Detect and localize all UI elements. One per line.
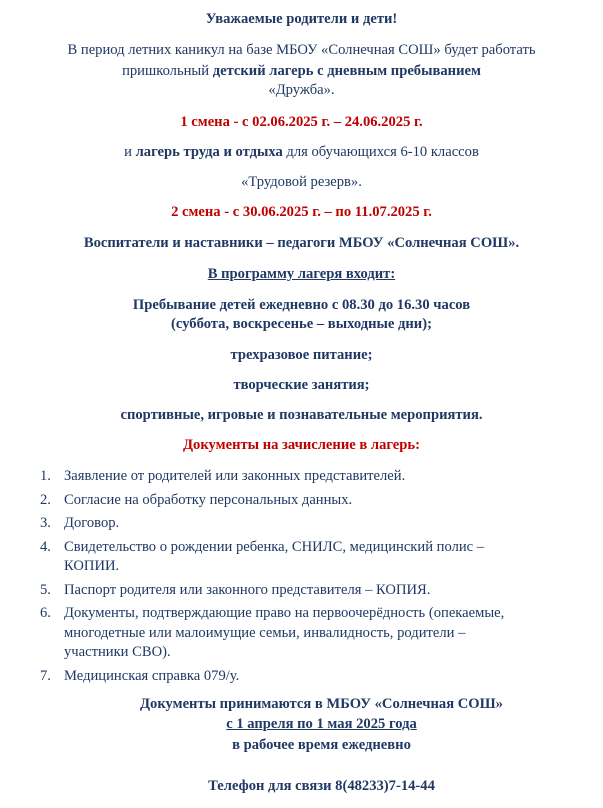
shift-2-dates: 2 смена - с 30.06.2025 г. – по 11.07.2025 г. bbox=[171, 204, 432, 220]
document-item-text: Договор. bbox=[64, 515, 120, 531]
program-stay-line-1: Пребывание детей ежедневно с 08.30 до 16.30 часов bbox=[132, 297, 471, 313]
document-item-text: Согласие на обработку персональных данных. bbox=[64, 491, 353, 508]
document-item-text: участники СВО). bbox=[64, 644, 171, 660]
acceptance-dates: с 1 апреля по 1 мая 2025 года bbox=[226, 716, 417, 732]
document-item-text: Заявление от родителей или законных представителей. bbox=[64, 468, 406, 484]
greeting-heading: Уважаемые родители и дети! bbox=[205, 11, 398, 27]
acceptance-hours: в рабочее время ежедневно bbox=[232, 737, 411, 753]
camp-2-name: «Трудовой резерв». bbox=[241, 174, 362, 190]
contact-phone: Телефон для связи 8(48233)7-14-44 bbox=[208, 778, 435, 794]
documents-list bbox=[40, 467, 585, 690]
camp-2-prefix: и bbox=[124, 144, 136, 160]
intro-line-2 bbox=[0, 63, 603, 80]
document-item bbox=[40, 604, 585, 663]
program-item: спортивные, игровые и познавательные мероприятия. bbox=[120, 407, 483, 423]
program-item: трехразовое питание; bbox=[230, 347, 373, 363]
program-item: творческие занятия; bbox=[233, 377, 370, 393]
shift-1-dates: 1 смена - с 02.06.2025 г. – 24.06.2025 г. bbox=[180, 114, 423, 130]
educators-line: Воспитатели и наставники – педагоги МБОУ «Солнечная СОШ». bbox=[83, 235, 520, 251]
intro-line-1: В период летних каникул на базе МБОУ «Солнечная СОШ» будет работать bbox=[67, 42, 536, 58]
document-item-number: 6. bbox=[40, 605, 51, 621]
document-item-text: Паспорт родителя или законного представителя – КОПИЯ. bbox=[64, 581, 431, 598]
intro-camp-type: детский лагерь с дневным пребыванием bbox=[212, 63, 481, 79]
document-item-text: КОПИИ. bbox=[64, 558, 120, 574]
acceptance-line-1: Документы принимаются в МБОУ «Солнечная СОШ» bbox=[140, 696, 503, 712]
document-item-text: Свидетельство о рождении ребенка, СНИЛС, медицинский полис – bbox=[64, 538, 485, 555]
document-item-number: 7. bbox=[40, 667, 51, 684]
document-item-text: Медицинская справка 079/у. bbox=[64, 667, 240, 684]
document-item-text: многодетные или малоимущие семьи, инвалидность, родители – bbox=[64, 624, 466, 641]
document-item bbox=[40, 491, 585, 511]
document-item-number: 4. bbox=[40, 538, 51, 555]
intro-line-2-plain: пришкольный bbox=[122, 63, 213, 79]
documents-heading: Документы на зачисление в лагерь: bbox=[183, 437, 420, 453]
document-item bbox=[40, 467, 585, 487]
document-item-number: 2. bbox=[40, 491, 51, 508]
camp-2-type: лагерь труда и отдыха bbox=[135, 144, 283, 160]
camp-2-suffix: для обучающихся 6-10 классов bbox=[282, 144, 479, 160]
document-item-number: 3. bbox=[40, 515, 51, 531]
program-heading: В программу лагеря входит: bbox=[207, 266, 396, 282]
document-item bbox=[40, 667, 585, 687]
document-item bbox=[40, 538, 585, 577]
camp-2-description bbox=[0, 144, 603, 161]
intro-camp-name: «Дружба». bbox=[268, 82, 335, 98]
document-item-text: Документы, подтверждающие право на первоочерёдность (опекаемые, bbox=[64, 605, 505, 621]
document-item-number: 1. bbox=[40, 468, 51, 484]
document-item bbox=[40, 514, 585, 534]
program-stay-line-2: (суббота, воскресенье – выходные дни); bbox=[171, 316, 432, 332]
document-item-number: 5. bbox=[40, 581, 51, 598]
document-item bbox=[40, 581, 585, 601]
